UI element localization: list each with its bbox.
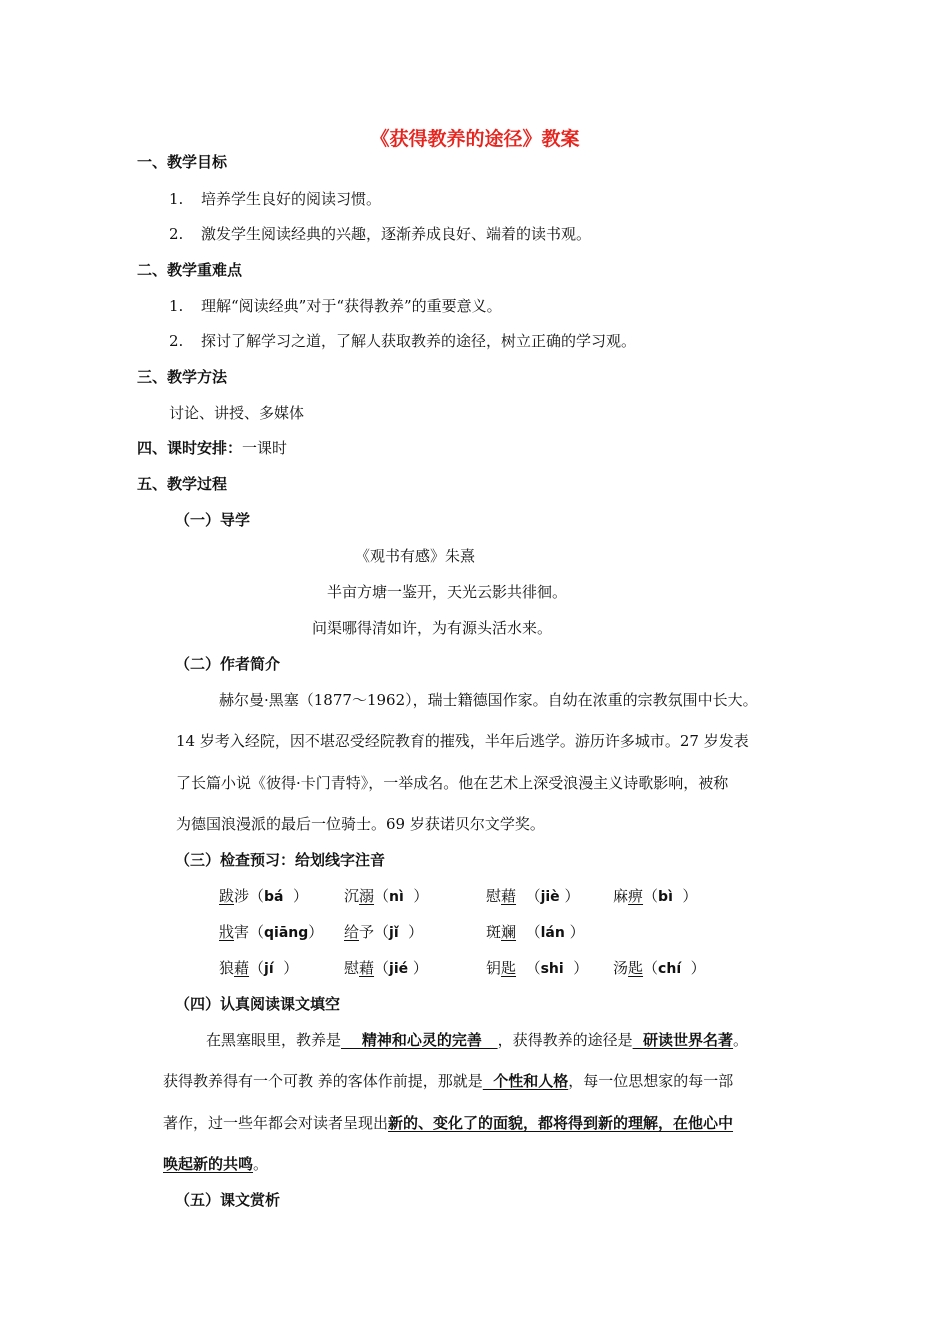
word-rest: 害（ [234,923,265,941]
key-point-item [169,296,502,316]
close-paren: ） [564,923,585,941]
text: ，获得教养的途径是 [497,1031,633,1049]
pinyin-word [344,922,423,943]
author-bio-line: 为德国浪漫派的最后一位骑士。69 岁获诺贝尔文学奖。 [176,815,545,833]
fill-blank-line [163,1154,268,1174]
word-pre: 沉 [344,887,360,905]
subheading-author: （二）作者简介 [175,655,281,673]
word-pre: 慰 [486,887,502,905]
underlined-char: 跋 [219,887,235,905]
objective-item [169,189,381,209]
item-number: 2. [169,332,184,350]
blank-answer: 精神和心灵的完善 [341,1031,498,1049]
pinyin: jiè [540,889,560,905]
subheading-fill-blanks: （四）认真阅读课文填空 [175,995,341,1013]
subheading-appreciation: （五）课文赏析 [175,1191,281,1209]
key-point-item [169,331,636,351]
text: 著作，过一些年都会对读者呈现出 [163,1114,389,1132]
pinyin: jǐ [389,925,399,941]
item-number: 2. [169,225,184,243]
poem-line: 半亩方塘一鉴开，天光云影共徘徊。 [327,583,568,601]
pinyin-word [219,958,298,979]
close-paren: ） [681,959,706,977]
text: 在黑塞眼里，教养是 [206,1031,342,1049]
section-heading-schedule [137,438,287,458]
pinyin: bì [658,889,673,905]
blank-answer: 唤起新的共鸣 [163,1155,254,1173]
fill-blank-line [163,1071,733,1091]
section-heading-methods: 三、教学方法 [137,368,228,386]
word-pre: 狼 [219,959,235,977]
pinyin: qiāng [264,925,309,941]
pinyin-word [219,886,308,907]
section-heading-key-points: 二、教学重难点 [137,261,243,279]
underlined-char: 藉 [234,959,250,977]
text: 。 [253,1155,269,1173]
word-pre: 汤 [613,959,629,977]
poem-line: 问渠哪得清如许，为有源头活水来。 [312,619,553,637]
fill-blank-line [163,1113,733,1133]
author-bio-line: 赫尔曼·黑塞（1877～1962），瑞士籍德国作家。自幼在浓重的宗教氛围中长大。 [219,691,758,709]
word-rest: （ [516,923,541,941]
close-paren: ） [408,959,428,977]
item-number: 1. [169,297,184,315]
pinyin-word [344,886,428,907]
blank-answer: 新的、变化了的面貌，都将得到新的理解，在他心中 [388,1114,734,1132]
schedule-value: 一课时 [242,439,288,457]
close-paren: ） [398,923,424,941]
objective-item [169,224,591,244]
text: 。 [733,1031,749,1049]
section-heading-objectives: 一、教学目标 [137,153,228,171]
pinyin-word [486,922,585,943]
close-paren: ） [559,887,580,905]
text: ，每一位思想家的每一部 [568,1072,734,1090]
author-bio-line: 14 岁考入经院，因不堪忍受经院教育的摧残，半年后逃学。游历许多城市。27 岁发表 [176,732,749,750]
close-paren: ） [273,959,299,977]
close-paren: ） [403,887,429,905]
word-rest: （ [516,887,541,905]
underlined-char: 戕 [219,923,235,941]
pinyin: shi [540,961,564,977]
pinyin: nì [389,889,404,905]
item-number: 1. [169,190,184,208]
pinyin-word [344,958,428,979]
poem-title: 《观书有感》朱熹 [355,547,476,565]
methods-text: 讨论、讲授、多媒体 [169,404,305,422]
pinyin: lán [540,925,565,941]
subheading-preview: （三）检查预习：给划线字注音 [175,851,386,869]
pinyin: chí [658,961,682,977]
underlined-char: 藉 [359,959,375,977]
word-rest: 予（ [359,923,390,941]
pinyin: jí [264,961,274,977]
word-pre: 慰 [344,959,360,977]
item-text: 培养学生良好的阅读习惯。 [201,190,382,208]
close-paren: ） [283,887,309,905]
underlined-char: 藉 [501,887,517,905]
word-rest: （ [374,887,390,905]
pinyin-word [486,886,579,907]
word-pre: 钥 [486,959,502,977]
schedule-label: 四、课时安排： [137,439,243,457]
word-rest: （ [249,959,265,977]
page-title: 《获得教养的途径》教案 [370,128,580,150]
underlined-char: 给 [344,923,360,941]
underlined-char: 溺 [359,887,375,905]
underlined-char: 匙 [501,959,517,977]
word-rest: （ [374,959,390,977]
author-bio-line: 了长篇小说《彼得·卡门青特》，一举成名。他在艺术上深受浪漫主义诗歌影响，被称 [176,774,729,792]
word-pre: 麻 [613,887,629,905]
pinyin: bá [264,889,284,905]
underlined-char: 斓 [501,923,517,941]
word-rest: （ [643,959,659,977]
close-paren: ） [308,923,324,941]
word-rest: （ [643,887,659,905]
word-rest: （ [516,959,541,977]
pinyin: jié [389,961,409,977]
item-text: 理解“阅读经典”对于“获得教养”的重要意义。 [201,297,502,315]
underlined-char: 匙 [628,959,644,977]
pinyin-word [219,922,323,943]
close-paren: ） [672,887,698,905]
item-text: 激发学生阅读经典的兴趣，逐渐养成良好、端着的读书观。 [201,225,592,243]
pinyin-word [613,886,697,907]
blank-answer: 研读世界名著 [632,1031,734,1049]
text: 获得教养得有一个可教 养的客体作前提，那就是 [163,1072,483,1090]
subheading-intro: （一）导学 [175,511,251,529]
close-paren: ） [563,959,589,977]
word-rest: 涉（ [234,887,265,905]
blank-answer: 个性和人格 [482,1072,569,1090]
pinyin-word [613,958,706,979]
word-pre: 斑 [486,923,502,941]
section-heading-process: 五、教学过程 [137,475,228,493]
item-text: 探讨了解学习之道，了解人获取教养的途径，树立正确的学习观。 [201,332,637,350]
underlined-char: 痹 [628,887,644,905]
pinyin-word [486,958,588,979]
fill-blank-line [206,1030,748,1050]
